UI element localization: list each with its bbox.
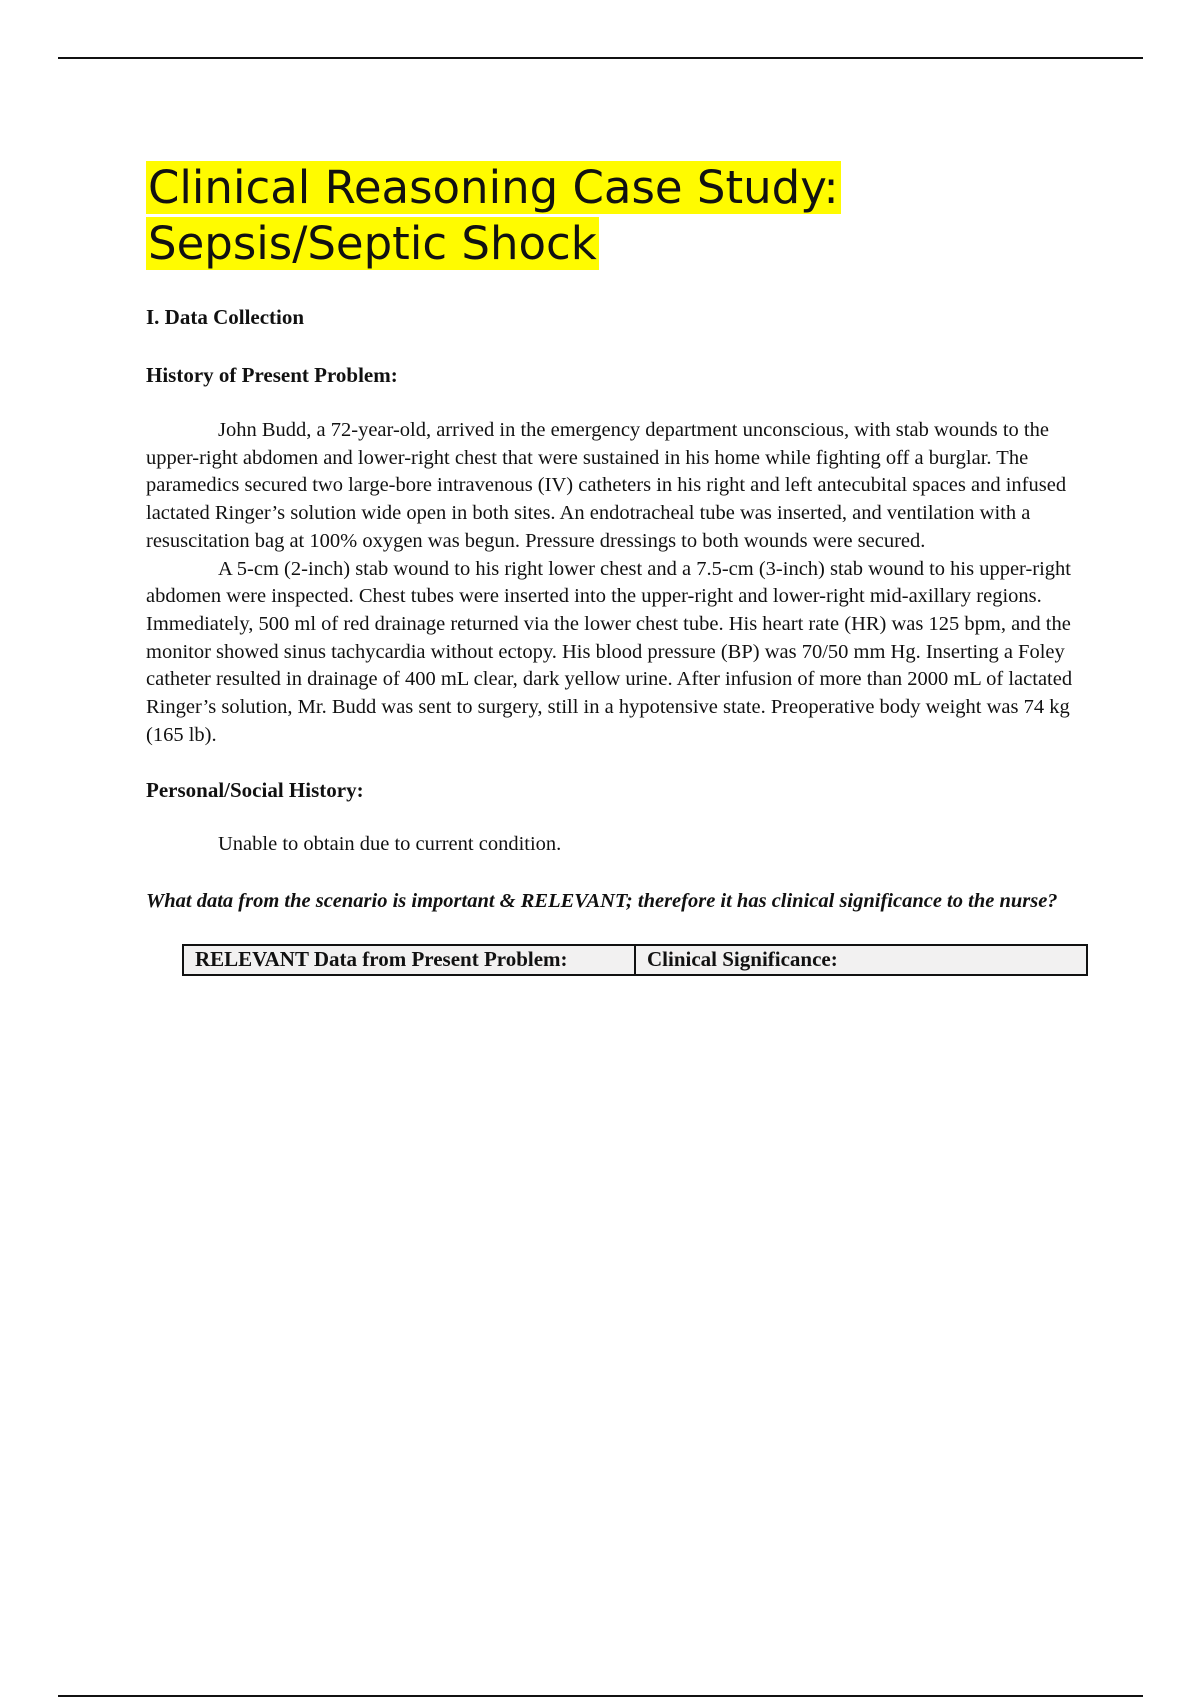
relevant-data-header: RELEVANT Data from Present Problem: bbox=[183, 945, 635, 975]
clinical-significance-header: Clinical Significance: bbox=[635, 945, 1087, 975]
table-header-row bbox=[183, 945, 1087, 975]
relevance-question: What data from the scenario is important & RELEVANT; therefore it has clinical significance to the nurse? bbox=[146, 890, 1058, 913]
document-title bbox=[146, 160, 1086, 272]
relevant-data-table bbox=[182, 944, 1088, 976]
title-line-1: Clinical Reasoning Case Study: bbox=[148, 161, 839, 214]
personal-social-heading: Personal/Social History: bbox=[146, 778, 364, 803]
history-paragraph-1: John Budd, a 72-year-old, arrived in the emergency department unconscious, with stab wounds to the upper-right abdomen and lower-right chest that were sustained in his home while fighting off a burglar. The paramedics secured two large-bore intravenous (IV) catheters in his right and left antecubital spaces and infused lactated Ringer’s solution wide open in both sites. An endotracheal tube was inserted, and ventilation with a resuscitation bag at 100% oxygen was begun. Pressure dressings to both wounds were secured. bbox=[146, 419, 1067, 552]
section-heading: I. Data Collection bbox=[146, 305, 305, 329]
title-line-2: Sepsis/Septic Shock bbox=[148, 217, 597, 270]
history-heading: History of Present Problem: bbox=[146, 363, 398, 387]
document-body bbox=[146, 160, 1086, 976]
history-paragraph-2: A 5-cm (2-inch) stab wound to his right lower chest and a 7.5-cm (3-inch) stab wound to his upper-right abdomen were inspected. Chest tubes were inserted into the upper-right and lower-right mid-axillary regions. Immediately, 500 ml of red drainage returned via the lower chest tube. His heart rate (HR) was 125 bpm, and the monitor showed sinus tachycardia without ectopy. His blood pressure (BP) was 70/50 mm Hg. Inserting a Foley catheter resulted in drainage of 400 mL clear, dark yellow urine. After infusion of more than 2000 mL of lactated Ringer’s solution, Mr. Budd was sent to surgery, still in a hypotensive state. Preoperative body weight was 74 kg (165 lb). bbox=[146, 557, 1073, 746]
personal-social-text: Unable to obtain due to current condition. bbox=[218, 833, 562, 856]
bottom-rule bbox=[58, 1695, 1143, 1697]
top-rule bbox=[58, 57, 1143, 59]
